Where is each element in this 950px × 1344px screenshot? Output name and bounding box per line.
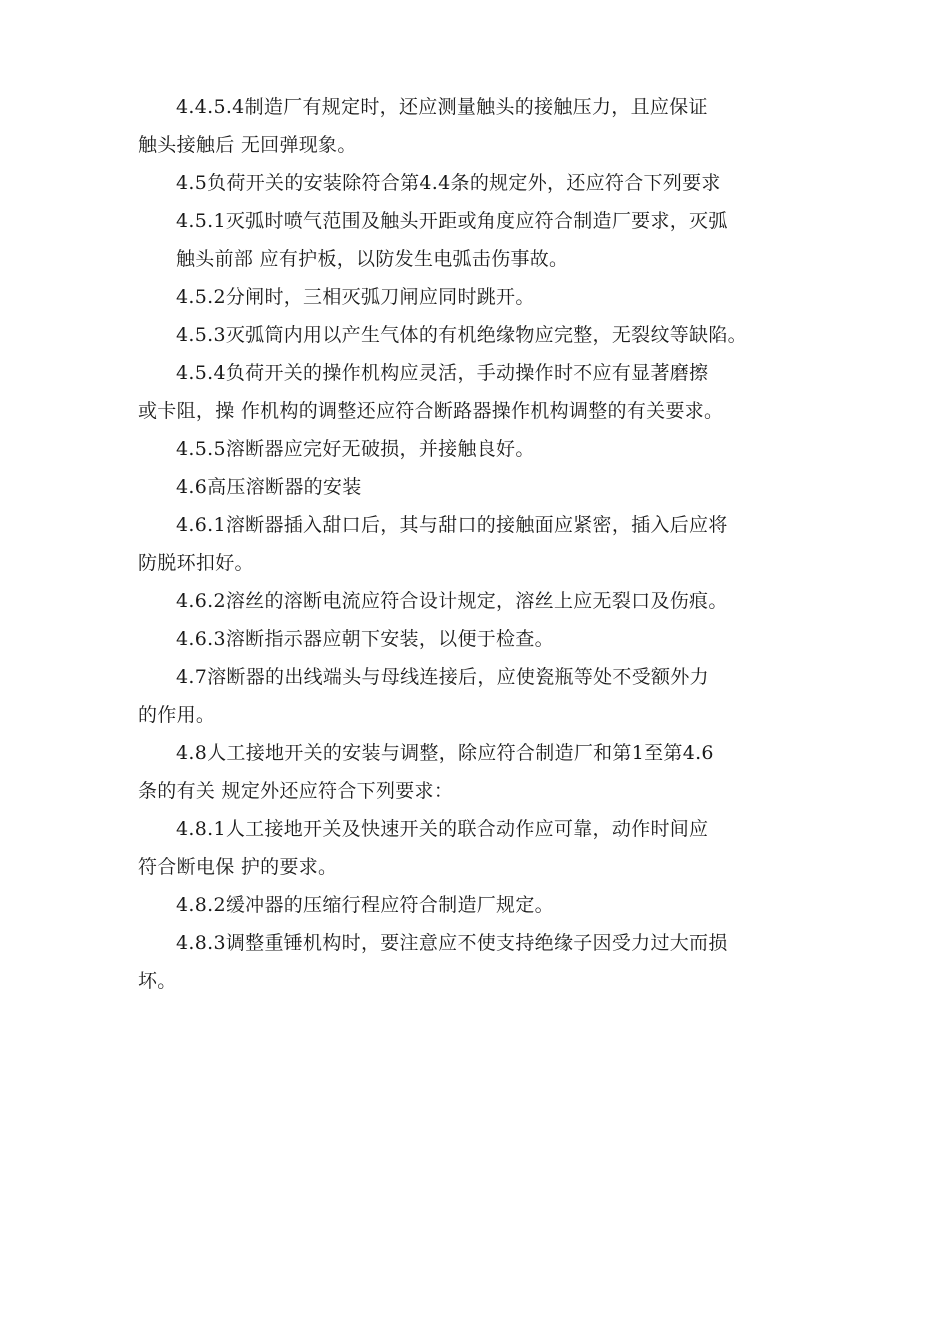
text-line: 4.8.1人工接地开关及快速开关的联合动作应可靠，动作时间应 <box>176 818 709 840</box>
text-line: 触头接触后 无回弹现象。 <box>138 134 357 156</box>
text-line: 4.4.5.4制造厂有规定时，还应测量触头的接触压力，且应保证 <box>176 96 708 118</box>
text-line: 4.6高压溶断器的安装 <box>176 476 362 498</box>
text-line: 4.6.2溶丝的溶断电流应符合设计规定，溶丝上应无裂口及伤痕。 <box>176 590 728 612</box>
text-line: 4.6.1溶断器插入甜口后，其与甜口的接触面应紧密，插入后应将 <box>176 514 728 536</box>
text-line: 4.8人工接地开关的安装与调整，除应符合制造厂和第1至第4.6 <box>176 742 714 764</box>
text-line: 符合断电保 护的要求。 <box>138 856 338 878</box>
text-line: 4.5.3灭弧筒内用以产生气体的有机绝缘物应完整，无裂纹等缺陷。 <box>176 324 747 346</box>
text-line: 4.8.2缓冲器的压缩行程应符合制造厂规定。 <box>176 894 554 916</box>
text-line: 触头前部 应有护板，以防发生电弧击伤事故。 <box>176 248 569 270</box>
text-line: 条的有关 规定外还应符合下列要求： <box>138 780 454 802</box>
text-line: 4.6.3溶断指示器应朝下安装，以便于检查。 <box>176 628 554 650</box>
text-line: 4.5.1灭弧时喷气范围及触头开距或角度应符合制造厂要求，灭弧 <box>176 210 728 232</box>
text-line: 4.8.3调整重锤机构时，要注意应不使支持绝缘子因受力过大而损 <box>176 932 728 954</box>
text-line: 或卡阻，操 作机构的调整还应符合断路器操作机构调整的有关要求。 <box>138 400 724 422</box>
text-line: 4.7溶断器的出线端头与母线连接后，应使瓷瓶等处不受额外力 <box>176 666 709 688</box>
text-line: 4.5.5溶断器应完好无破损，并接触良好。 <box>176 438 535 460</box>
text-line: 4.5.2分闸时，三相灭弧刀闸应同时跳开。 <box>176 286 535 308</box>
text-line: 4.5负荷开关的安装除符合第4.4条的规定外，还应符合下列要求 <box>176 172 721 194</box>
text-line: 防脱环扣好。 <box>138 552 254 574</box>
text-line: 的作用。 <box>138 704 216 726</box>
text-line: 4.5.4负荷开关的操作机构应灵活，手动操作时不应有显著磨擦 <box>176 362 709 384</box>
text-line: 坏。 <box>138 970 177 992</box>
